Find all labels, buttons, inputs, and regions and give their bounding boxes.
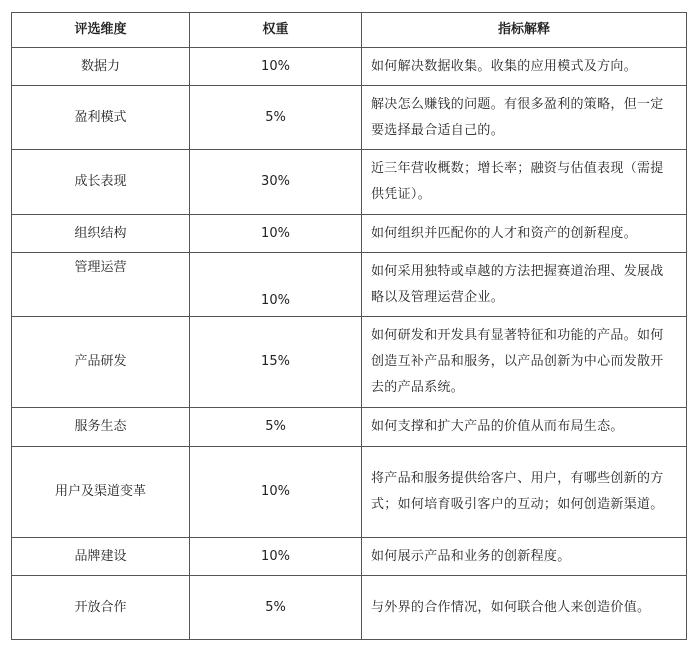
dimension-cell: 盈利模式 [12,86,190,150]
explanation-cell: 如何采用独特或卓越的方法把握赛道治理、发展战略以及管理运营企业。 [362,253,687,317]
dimension-cell: 开放合作 [12,576,190,640]
weight-cell: 10% [190,253,362,317]
table-row [12,150,687,215]
explanation-cell: 解决怎么赚钱的问题。有很多盈利的策略，但一定要选择最合适自己的。 [362,86,687,150]
dimension-cell: 品牌建设 [12,538,190,576]
weight-cell: 5% [190,408,362,447]
dimension-cell: 用户及渠道变革 [12,447,190,538]
weight-cell: 10% [190,447,362,538]
dimension-cell: 成长表现 [12,150,190,215]
explanation-cell: 如何支撑和扩大产品的价值从而布局生态。 [362,408,687,447]
table-row [12,86,687,150]
weight-cell: 15% [190,317,362,408]
explanation-cell: 与外界的合作情况，如何联合他人来创造价值。 [362,576,687,640]
table-row [12,538,687,576]
weight-cell: 10% [190,538,362,576]
weight-cell: 5% [190,86,362,150]
weight-cell: 10% [190,48,362,86]
dimension-cell: 组织结构 [12,215,190,253]
weight-cell: 10% [190,215,362,253]
header-weight: 权重 [190,13,362,48]
table-row [12,215,687,253]
criteria-table-container [11,12,687,640]
explanation-cell: 如何研发和开发具有显著特征和功能的产品。如何创造互补产品和服务，以产品创新为中心而发散开去的产品系统。 [362,317,687,408]
table-row [12,317,687,408]
explanation-cell: 如何组织并匹配你的人才和资产的创新程度。 [362,215,687,253]
explanation-cell: 如何解决数据收集。收集的应用模式及方向。 [362,48,687,86]
table-row [12,48,687,86]
dimension-cell: 产品研发 [12,317,190,408]
weight-cell: 30% [190,150,362,215]
header-explanation: 指标解释 [362,13,687,48]
table-row [12,253,687,317]
header-row [12,13,687,48]
criteria-table [11,12,687,640]
dimension-cell: 管理运营 [12,253,190,317]
explanation-cell: 如何展示产品和业务的创新程度。 [362,538,687,576]
explanation-cell: 近三年营收概数；增长率；融资与估值表现（需提供凭证）。 [362,150,687,215]
weight-cell: 5% [190,576,362,640]
table-row [12,408,687,447]
dimension-cell: 数据力 [12,48,190,86]
header-dimension: 评选维度 [12,13,190,48]
explanation-cell: 将产品和服务提供给客户、用户，有哪些创新的方式；如何培育吸引客户的互动；如何创造新渠道。 [362,447,687,538]
table-row [12,447,687,538]
table-row [12,576,687,640]
dimension-cell: 服务生态 [12,408,190,447]
